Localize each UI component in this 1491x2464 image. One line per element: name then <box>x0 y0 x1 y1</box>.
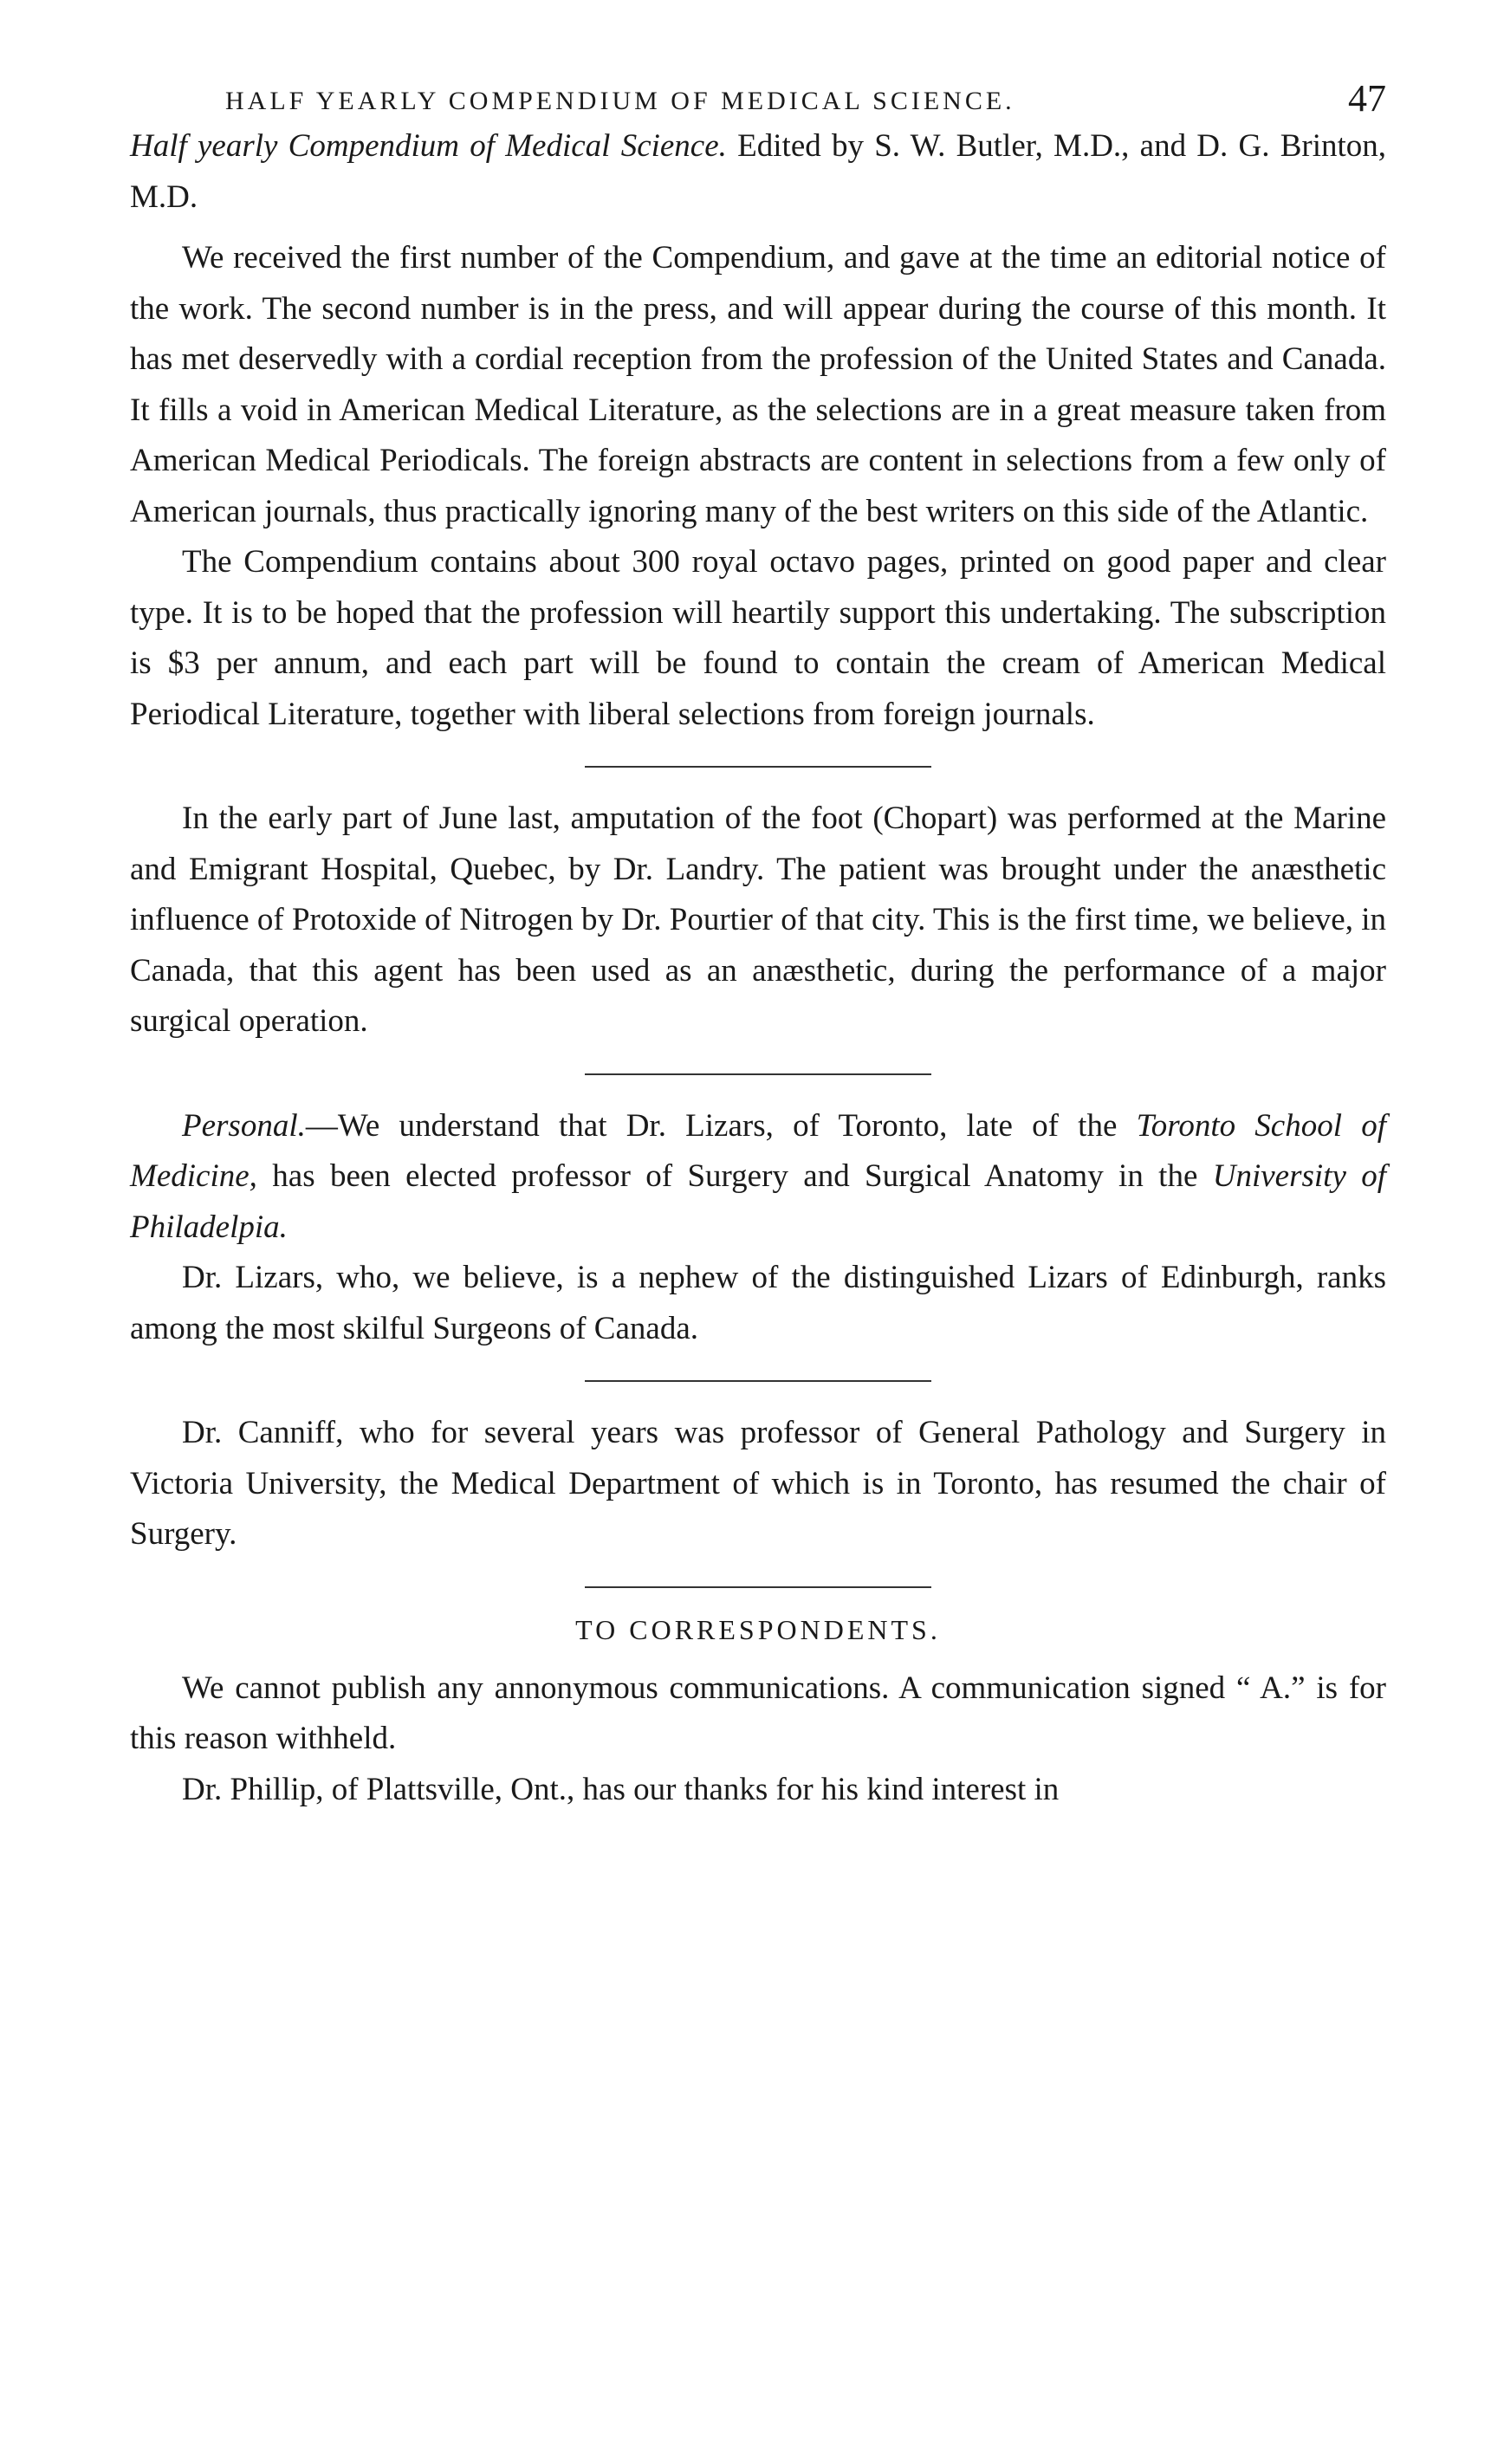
section-divider <box>585 1586 931 1588</box>
section-divider <box>585 1073 931 1075</box>
notice-paragraph: We received the first number of the Compendium, and gave at the time an editorial notice of the work. The second number is in the press, and will appear during the course of this month. It has met deservedly with a cordial reception from the profession of the United States and Canada. It fills a void in American Medical Literature, as the selections are in a great measure taken from American Medical Periodicals. The foreign abstracts are content in selections from a few only of American journals, thus practically ignoring many of the best writers on this side of the Atlantic. <box>130 240 1386 529</box>
section-divider <box>585 766 931 768</box>
notice-title-rest: Edited by S. W. Butler, M.D., and D. G. Brinton, M.D. <box>130 128 1387 215</box>
personal-mid: has been elected professor of Surgery and Surgical Anatomy in the <box>272 1158 1198 1194</box>
notice-paragraph <box>130 1101 1386 1254</box>
notice-paragraph: In the early part of June last, amputation of the foot (Chopart) was performed at the Marine and Emigrant Hospital, Quebec, by Dr. Landry. The patient was brought under the anæsthetic influence of Protoxide of Nitrogen by Dr. Pourtier of that city. This is the first time, we believe, in Canada, that this agent has been used as an anæsthetic, during the performance of a major surgical operation. <box>130 801 1386 1039</box>
running-title: HALF YEARLY COMPENDIUM OF MEDICAL SCIENCE. <box>225 87 1015 115</box>
notice-paragraph: We cannot publish any annonymous communications. A communication signed “ A.” is for this reason withheld. <box>130 1670 1386 1756</box>
document-page <box>130 69 1386 1815</box>
personal-lead: Personal. <box>182 1107 306 1144</box>
notice-paragraph: Dr. Canniff, who for several years was professor of General Pathology and Surgery in Victoria University, the Medical Department of which is in Toronto, has resumed the chair of Surgery. <box>130 1415 1386 1552</box>
personal-lead-rest: —We understand that Dr. Lizars, of Toronto, late of the <box>305 1107 1118 1144</box>
notice-paragraph: Dr. Phillip, of Plattsville, Ont., has our thanks for his kind interest in <box>182 1771 1060 1807</box>
section-divider <box>585 1380 931 1382</box>
notice-title <box>130 121 1386 223</box>
notice-compendium <box>130 121 1386 740</box>
section-heading: TO CORRESPONDENTS. <box>575 1613 941 1645</box>
correspondents-section <box>130 1614 1386 1816</box>
notice-canniff <box>130 1408 1386 1560</box>
notice-amputation <box>130 794 1386 1047</box>
university-name: University of Philadelpia. <box>130 1158 1387 1245</box>
running-header <box>130 69 1386 121</box>
notice-personal <box>130 1101 1386 1355</box>
notice-paragraph: Dr. Lizars, who, we believe, is a nephew of the distinguished Lizars of Edinburgh, ranks among the most skilful Surgeons of Canada. <box>130 1260 1386 1346</box>
notice-title-italic: Half yearly Compendium of Medical Science. <box>130 128 727 164</box>
school-name: Toronto School of Medicine, <box>130 1107 1387 1194</box>
page-number: 47 <box>1348 77 1386 120</box>
notice-paragraph: The Compendium contains about 300 royal octavo pages, printed on good paper and clear type. It is to be hoped that the profession will heartily support this undertaking. The subscription is $3 per annum, and each part will be found to contain the cream of American Medical Periodical Literature, together with liberal selections from foreign journals. <box>130 544 1386 732</box>
